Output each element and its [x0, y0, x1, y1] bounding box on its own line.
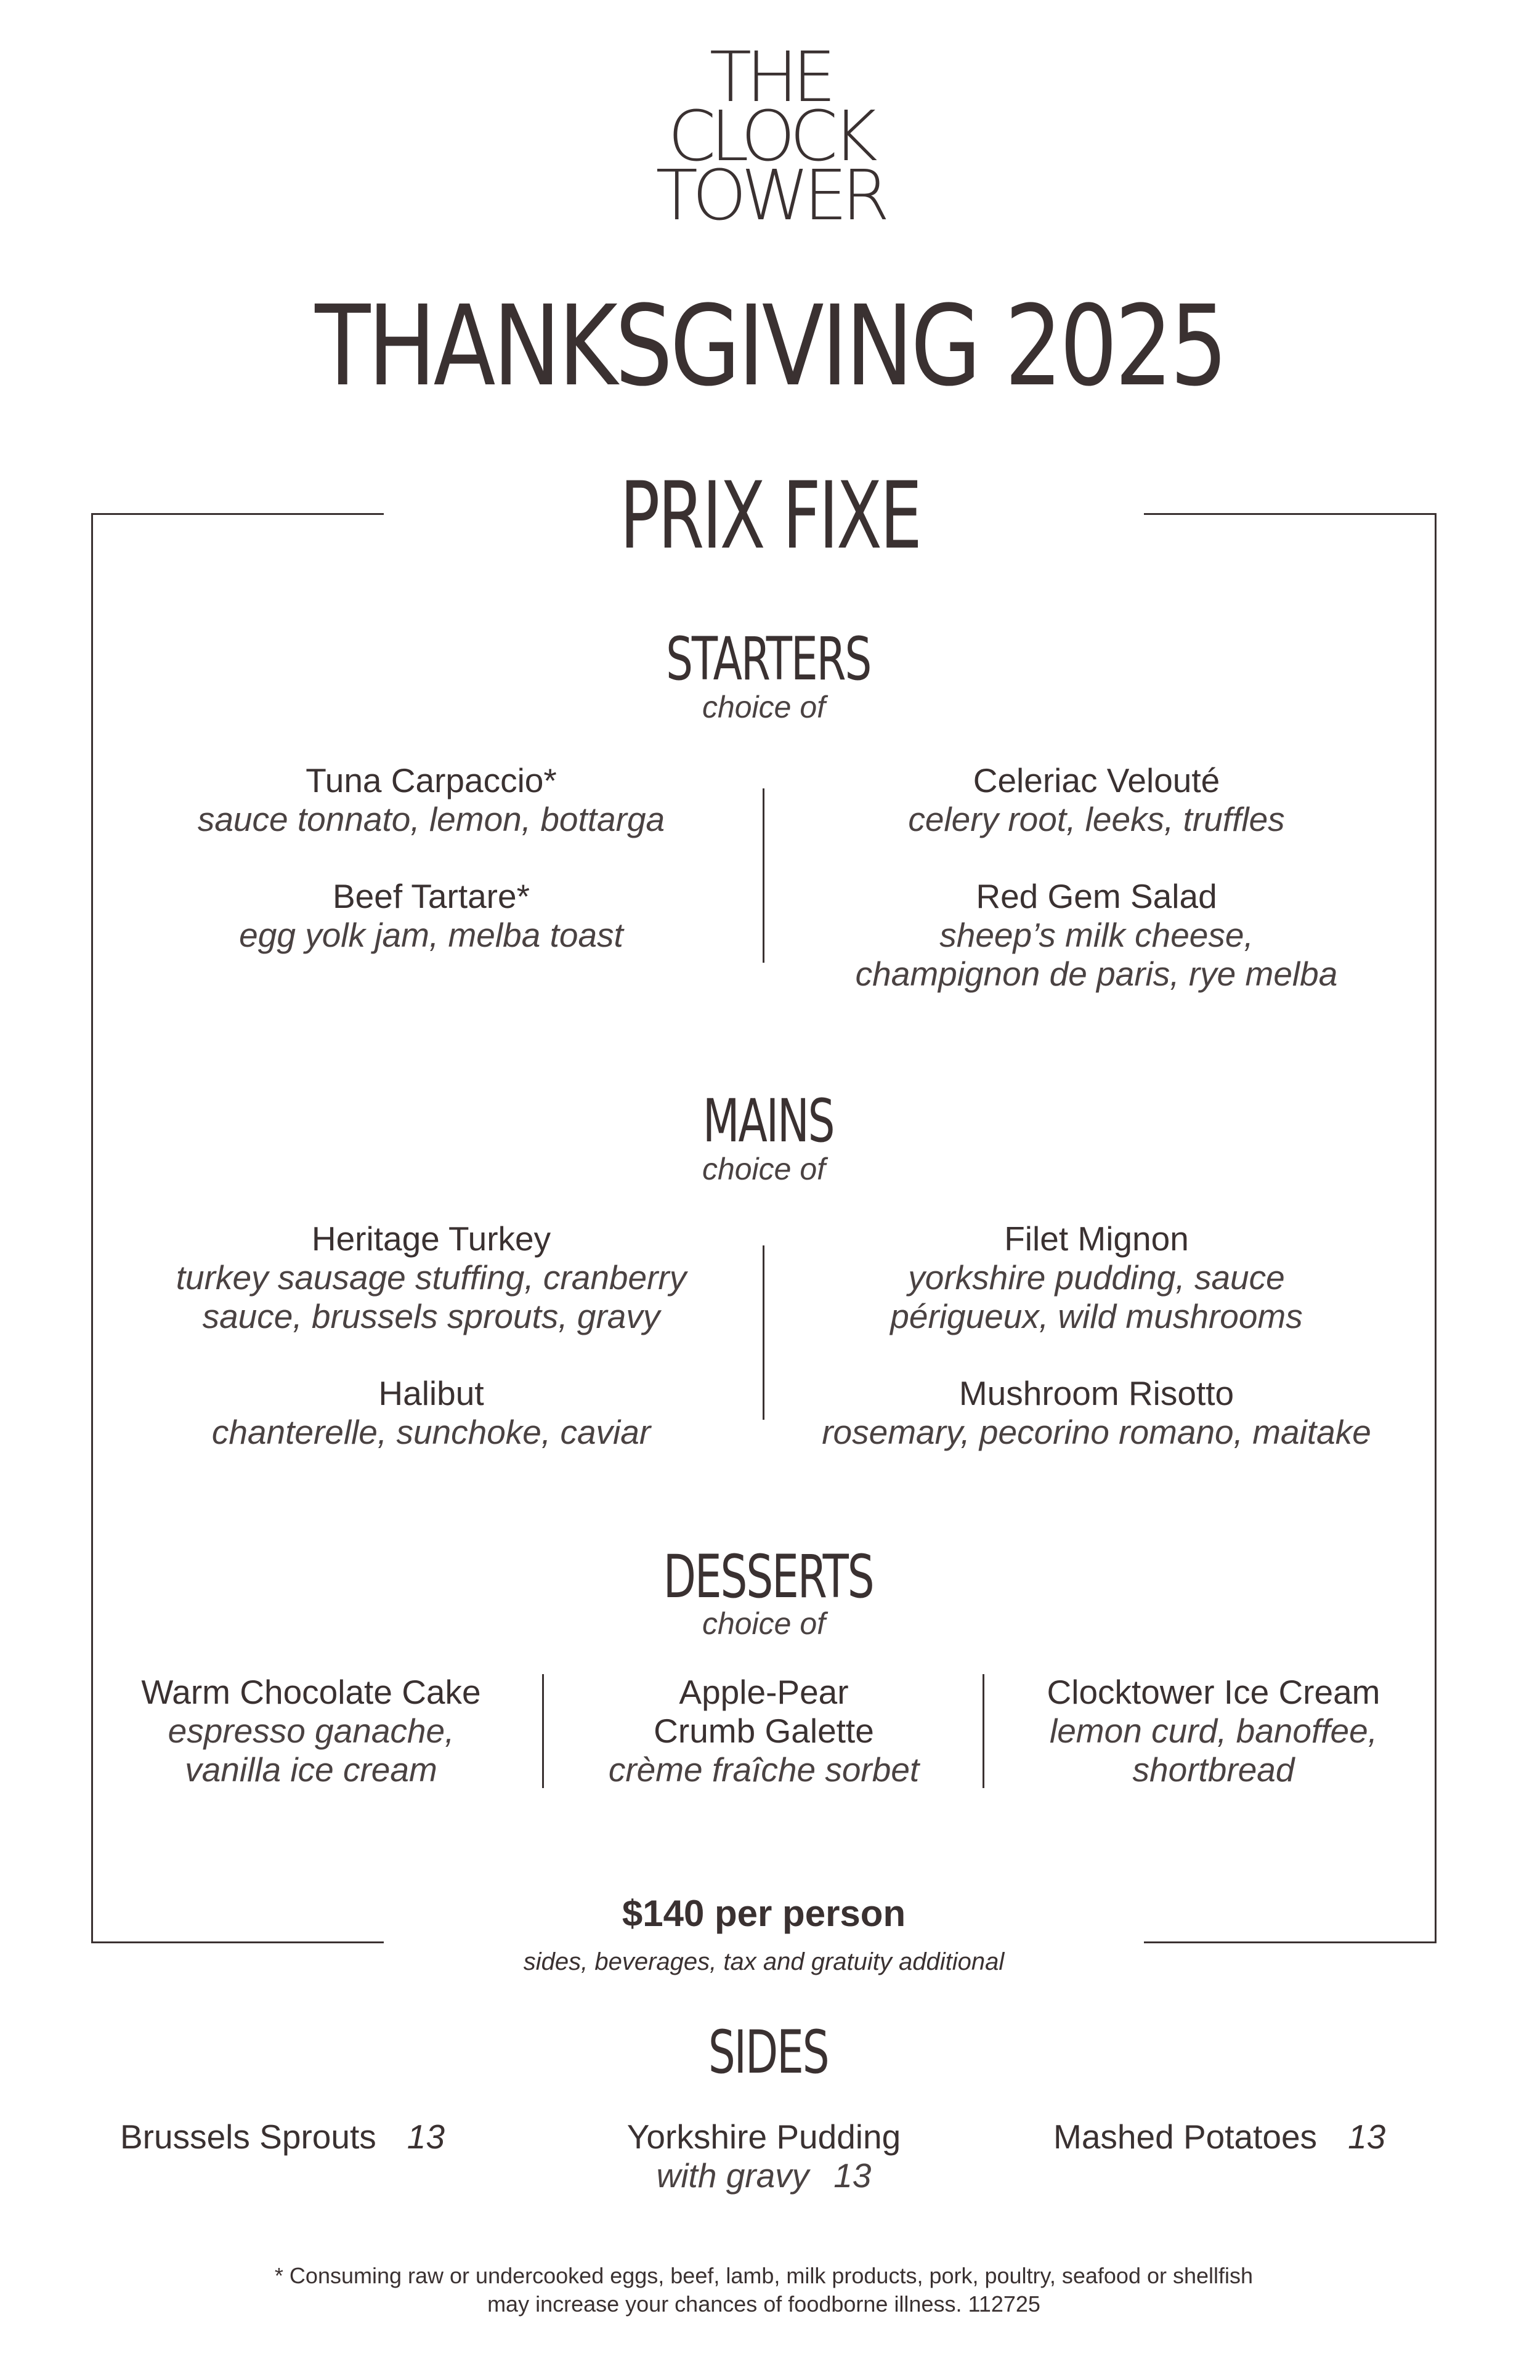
menu-item-red-gem-salad [770, 877, 1423, 994]
item-desc: chanterelle, sunchoke, caviar [211, 1413, 651, 1451]
item-desc: vanilla ice cream [185, 1751, 437, 1789]
starters-choice: choice of [702, 690, 826, 724]
side-item-brussels-sprouts [120, 2118, 445, 2156]
side-name: Brussels Sprouts [120, 2118, 376, 2156]
item-name: Red Gem Salad [976, 877, 1217, 915]
item-desc: sauce tonnato, lemon, bottarga [197, 800, 665, 838]
item-desc: champignon de paris, rye melba [855, 955, 1338, 993]
footnote-line: * Consuming raw or undercooked eggs, beef, lamb, milk products, pork, poultry, seafood or shellfish [274, 2263, 1254, 2288]
side-item-mashed-potatoes [1053, 2118, 1385, 2156]
desserts-divider-2 [983, 1674, 984, 1788]
menu-item-apple-pear-galette [554, 1673, 973, 1789]
side-price: 13 [1348, 2118, 1386, 2156]
item-desc: yorkshire pudding, sauce [908, 1258, 1285, 1297]
footnote-line: may increase your chances of foodborne illness. 112725 [487, 2291, 1040, 2317]
desserts-divider-1 [542, 1674, 544, 1788]
frame-top-left [91, 513, 384, 515]
price-note: sides, beverages, tax and gratuity additional [523, 1948, 1005, 1975]
item-name: Apple-Pear [679, 1673, 849, 1711]
item-desc: sheep’s milk cheese, [939, 916, 1254, 954]
item-name: Heritage Turkey [311, 1220, 551, 1258]
page-title: THANKSGIVING 2025 [315, 282, 1225, 411]
item-name: Filet Mignon [1004, 1220, 1189, 1258]
mains-heading: MAINS [702, 1087, 834, 1156]
desserts-choice: choice of [702, 1606, 826, 1641]
side-price: 13 [407, 2118, 445, 2156]
frame-top-right [1144, 513, 1437, 515]
logo [0, 38, 1540, 236]
side-item-yorkshire-pudding [554, 2118, 973, 2195]
menu-item-tuna-carpaccio [111, 761, 752, 839]
starters-divider [763, 788, 764, 963]
item-desc: sauce, brussels sprouts, gravy [202, 1297, 660, 1335]
mains-divider [763, 1245, 764, 1420]
item-desc: crème fraîche sorbet [608, 1751, 920, 1789]
item-name: Crumb Galette [654, 1712, 874, 1750]
frame-bottom-right [1144, 1941, 1437, 1943]
item-name: Tuna Carpaccio* [306, 761, 557, 799]
item-name: Mushroom Risotto [958, 1374, 1234, 1412]
item-desc: turkey sausage stuffing, cranberry [176, 1258, 687, 1297]
frame-right [1435, 513, 1437, 1943]
item-name: Clocktower Ice Cream [1047, 1673, 1380, 1711]
side-name: Yorkshire Pudding [626, 2118, 901, 2156]
menu-item-clocktower-ice-cream [998, 1673, 1429, 1789]
menu-item-mushroom-risotto [770, 1374, 1423, 1452]
price: $140 per person [622, 1893, 906, 1934]
item-name: Halibut [378, 1374, 484, 1412]
menu-item-warm-chocolate-cake [99, 1673, 524, 1789]
desserts-heading: DESSERTS [663, 1542, 873, 1611]
frame-bottom-left [91, 1941, 384, 1943]
item-desc: egg yolk jam, melba toast [239, 916, 623, 954]
item-desc: périgueux, wild mushrooms [890, 1297, 1303, 1335]
menu-item-halibut [111, 1374, 752, 1452]
sides-heading: SIDES [708, 2018, 829, 2087]
mains-choice: choice of [702, 1152, 826, 1186]
side-price: 13 [833, 2156, 872, 2195]
menu-item-beef-tartare [111, 877, 752, 955]
starters-heading: STARTERS [666, 625, 871, 694]
item-desc: celery root, leeks, truffles [908, 800, 1285, 838]
side-sub: with gravy [656, 2156, 809, 2195]
item-name: Beef Tartare* [332, 877, 530, 915]
item-desc: lemon curd, banoffee, [1049, 1712, 1377, 1750]
item-desc: shortbread [1132, 1751, 1295, 1789]
logo-line: CLOCK [668, 97, 872, 177]
logo-line: THE [709, 38, 831, 118]
footnote [0, 2262, 1528, 2318]
item-name: Warm Chocolate Cake [141, 1673, 481, 1711]
logo-line: TOWER [655, 156, 885, 236]
prix-fixe-heading: PRIX FIXE [620, 463, 920, 570]
item-desc: rosemary, pecorino romano, maitake [822, 1413, 1371, 1451]
item-name: Celeriac Velouté [973, 761, 1220, 799]
menu-item-heritage-turkey [111, 1220, 752, 1336]
side-name: Mashed Potatoes [1053, 2118, 1318, 2156]
menu-item-filet-mignon [770, 1220, 1423, 1336]
item-desc: espresso ganache, [168, 1712, 455, 1750]
frame-left [91, 513, 93, 1943]
menu-item-celeriac-veloute [770, 761, 1423, 839]
